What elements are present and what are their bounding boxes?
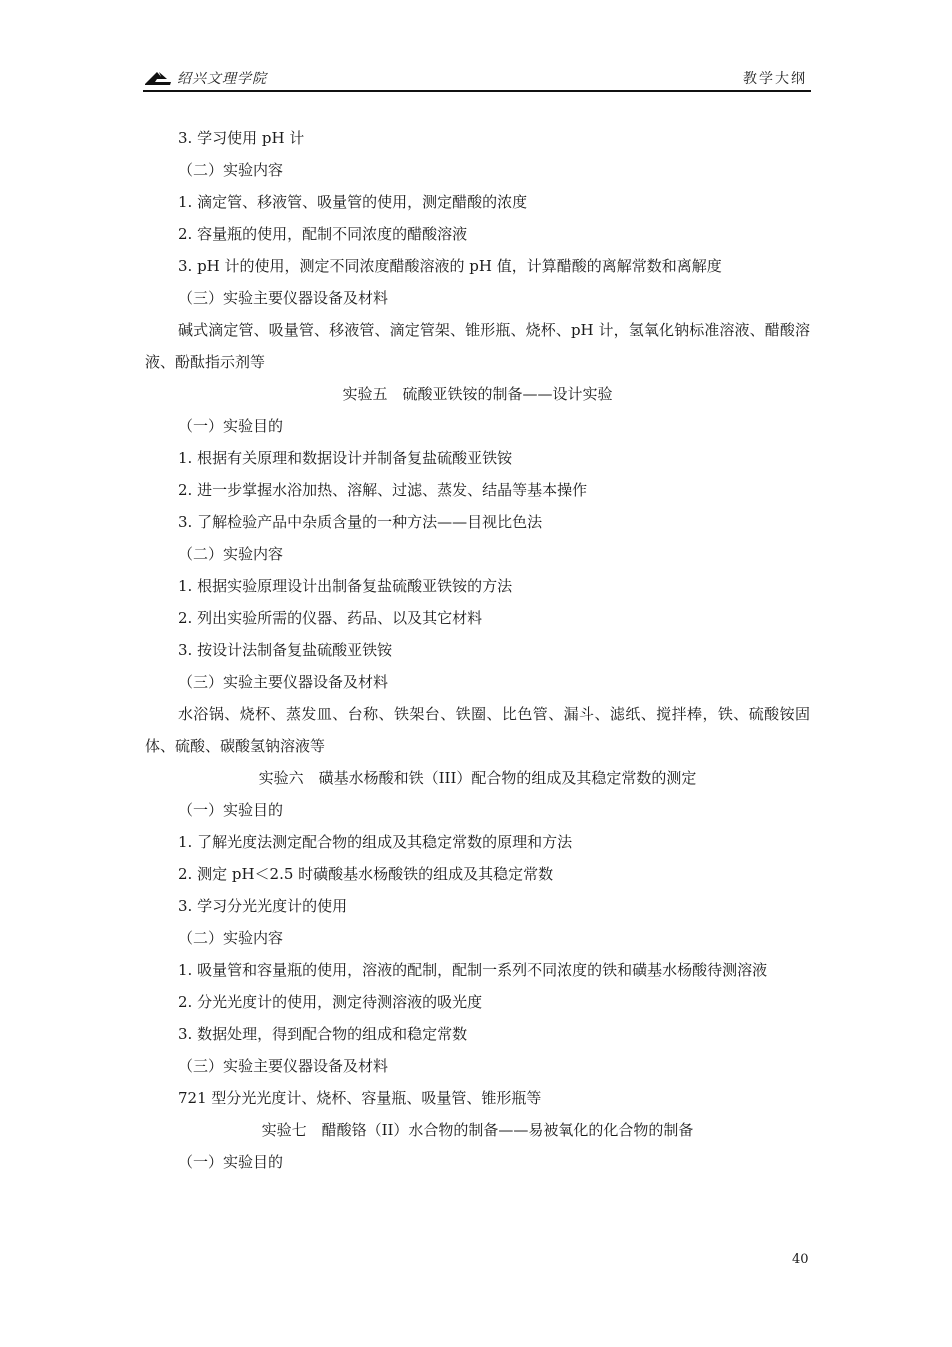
- text-line: （二）实验内容: [178, 161, 284, 179]
- text-line: （一）实验目的: [178, 1153, 284, 1171]
- text-line: 2. 分光光度计的使用，测定待测溶液的吸光度: [178, 993, 483, 1011]
- text-line: 2. 列出实验所需的仪器、药品、以及其它材料: [178, 609, 483, 627]
- text-line: 1. 了解光度法测定配合物的组成及其稳定常数的原理和方法: [178, 833, 573, 851]
- text-line: 2. 进一步掌握水浴加热、溶解、过滤、蒸发、结晶等基本操作: [178, 481, 588, 499]
- page-header: [143, 66, 811, 92]
- text-line: 水浴锅、烧杯、蒸发皿、台称、铁架台、铁圈、比色管、漏斗、滤纸、搅拌棒，铁、硫酸铵固体、硫酸、碳酸氢钠溶液等: [145, 705, 810, 755]
- text-line: （一）实验目的: [178, 417, 284, 435]
- section-heading: 实验六 磺基水杨酸和铁（III）配合物的组成及其稳定常数的测定: [258, 769, 697, 787]
- text-line: 2. 测定 pH＜2.5 时磺酸基水杨酸铁的组成及其稳定常数: [178, 865, 554, 883]
- text-line: （三）实验主要仪器设备及材料: [178, 1057, 389, 1075]
- text-line: 721 型分光光度计、烧杯、容量瓶、吸量管、锥形瓶等: [178, 1089, 542, 1107]
- text-line: （一）实验目的: [178, 801, 284, 819]
- text-line: 3. 学习使用 pH 计: [178, 129, 305, 147]
- text-line: 3. 学习分光光度计的使用: [178, 897, 348, 915]
- text-line: （三）实验主要仪器设备及材料: [178, 289, 389, 307]
- sail-logo-icon: [143, 70, 173, 86]
- header-document-type: 教学大纲: [743, 71, 807, 87]
- text-line: 1. 滴定管、移液管、吸量管的使用，测定醋酸的浓度: [178, 193, 528, 211]
- text-line: 1. 根据实验原理设计出制备复盐硫酸亚铁铵的方法: [178, 577, 513, 595]
- header-rule: [143, 90, 811, 92]
- section-heading: 实验五 硫酸亚铁铵的制备——设计实验: [342, 385, 613, 403]
- logo-text: 绍兴文理学院: [177, 71, 267, 87]
- text-line: 1. 根据有关原理和数据设计并制备复盐硫酸亚铁铵: [178, 449, 513, 467]
- text-line: （二）实验内容: [178, 545, 284, 563]
- university-logo: [143, 68, 267, 88]
- text-line: 3. 了解检验产品中杂质含量的一种方法——目视比色法: [178, 513, 543, 531]
- document-body: [145, 122, 810, 1178]
- section-heading: 实验七 醋酸铬（II）水合物的制备——易被氧化的化合物的制备: [261, 1121, 694, 1139]
- text-line: （二）实验内容: [178, 929, 284, 947]
- text-line: （三）实验主要仪器设备及材料: [178, 673, 389, 691]
- text-line: 3. 按设计法制备复盐硫酸亚铁铵: [178, 641, 393, 659]
- page-number: 40: [792, 1252, 809, 1267]
- text-line: 1. 吸量管和容量瓶的使用，溶液的配制，配制一系列不同浓度的铁和磺基水杨酸待测溶液: [178, 961, 768, 979]
- text-line: 3. 数据处理，得到配合物的组成和稳定常数: [178, 1025, 468, 1043]
- text-line: 3. pH 计的使用，测定不同浓度醋酸溶液的 pH 值，计算醋酸的离解常数和离解度: [178, 257, 722, 275]
- text-line: 2. 容量瓶的使用，配制不同浓度的醋酸溶液: [178, 225, 468, 243]
- text-line: 碱式滴定管、吸量管、移液管、滴定管架、锥形瓶、烧杯、pH 计，氢氧化钠标准溶液、醋酸溶液、酚酞指示剂等: [145, 321, 810, 371]
